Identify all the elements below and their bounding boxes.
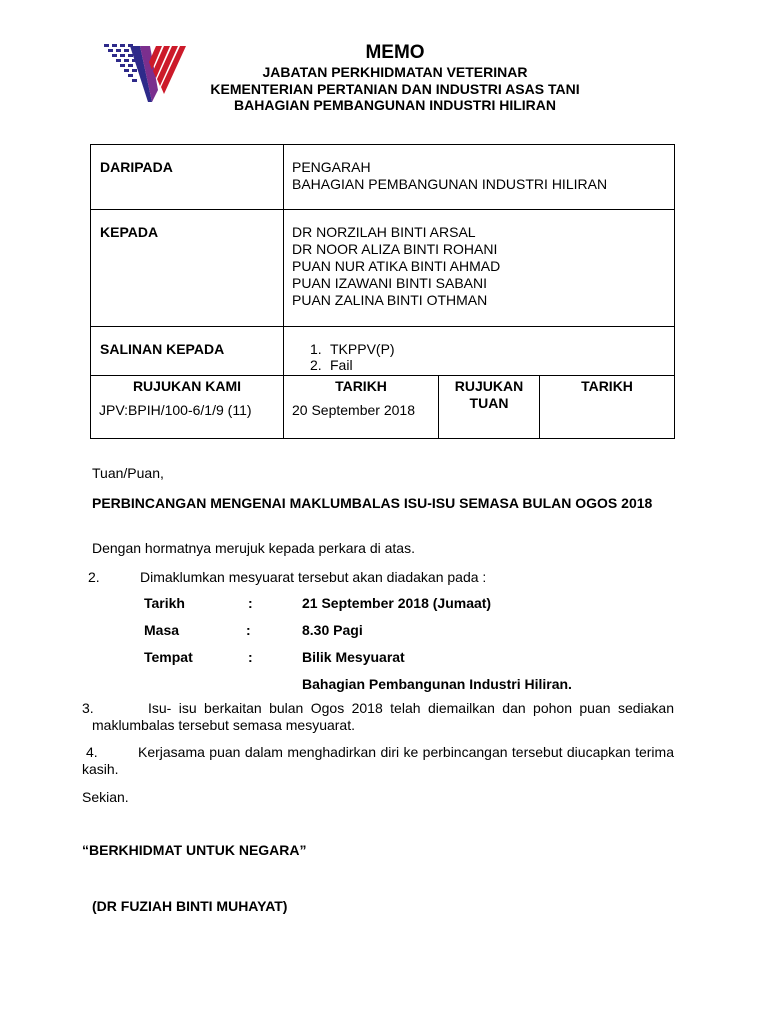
cc-value-cell bbox=[284, 327, 675, 376]
para-2-number: 2. bbox=[88, 569, 100, 585]
meeting-date-label: Tarikh bbox=[144, 595, 185, 611]
meeting-time-label: Masa bbox=[144, 622, 180, 638]
para-3-text: Isu- isu berkaitan bulan Ogos 2018 telah diemailkan dan pohon puan sediakan maklumbalas tersebut semasa mesyuarat. bbox=[92, 700, 674, 733]
from-label: DARIPADA bbox=[100, 159, 173, 175]
date-cell bbox=[284, 376, 439, 439]
from-label-cell bbox=[91, 145, 284, 210]
cc-label: SALINAN KEPADA bbox=[100, 341, 225, 357]
opening-line: Dengan hormatnya merujuk kepada perkara di atas. bbox=[92, 540, 415, 556]
motto: “BERKHIDMAT UNTUK NEGARA” bbox=[82, 842, 307, 858]
salutation: Tuan/Puan, bbox=[92, 465, 164, 481]
date-label: TARIKH bbox=[335, 378, 387, 394]
our-ref-value: JPV:BPIH/100-6/1/9 (11) bbox=[99, 402, 252, 418]
para-4-text: Kerjasama puan dalam menghadirkan diri ke perbincangan tersebut diucapkan terima kasih. bbox=[82, 744, 674, 777]
your-date-cell bbox=[540, 376, 675, 439]
memo-title: MEMO bbox=[365, 42, 425, 63]
recipient-name: PUAN ZALINA BINTI OTHMAN bbox=[292, 292, 488, 308]
para-3-number: 3. bbox=[82, 700, 94, 716]
meeting-time-sep: : bbox=[246, 622, 251, 638]
from-value-cell bbox=[284, 145, 675, 210]
your-ref-cell bbox=[439, 376, 540, 439]
memo-info-table bbox=[90, 144, 675, 439]
cc-row bbox=[91, 327, 675, 376]
recipient-name: DR NORZILAH BINTI ARSAL bbox=[292, 224, 476, 240]
from-value-line: BAHAGIAN PEMBANGUNAN INDUSTRI HILIRAN bbox=[292, 176, 608, 192]
cc-label-cell bbox=[91, 327, 284, 376]
from-value-line: PENGARAH bbox=[292, 159, 371, 175]
to-value-cell bbox=[284, 210, 675, 327]
our-ref-cell bbox=[91, 376, 284, 439]
memo-header bbox=[0, 42, 768, 114]
date-value: 20 September 2018 bbox=[292, 402, 415, 418]
cc-list-item: 1. TKPPV(P) bbox=[310, 341, 395, 357]
your-ref-label: RUJUKAN TUAN bbox=[454, 378, 524, 411]
signatory-name: (DR FUZIAH BINTI MUHAYAT) bbox=[92, 898, 288, 914]
closing: Sekian. bbox=[82, 789, 129, 805]
from-row bbox=[91, 145, 675, 210]
department-name: JABATAN PERKHIDMATAN VETERINAR bbox=[262, 64, 528, 80]
our-ref-label: RUJUKAN KAMI bbox=[132, 378, 242, 394]
reference-row bbox=[91, 376, 675, 439]
recipient-name: PUAN NUR ATIKA BINTI AHMAD bbox=[292, 258, 501, 274]
recipient-name: DR NOOR ALIZA BINTI ROHANI bbox=[292, 241, 498, 257]
meeting-date-value: 21 September 2018 (Jumaat) bbox=[302, 595, 492, 611]
to-label-cell bbox=[91, 210, 284, 327]
meeting-venue-value: Bilik Mesyuarat bbox=[302, 649, 405, 665]
to-label: KEPADA bbox=[100, 224, 159, 240]
para-4-number: 4. bbox=[86, 744, 98, 760]
meeting-venue-label: Tempat bbox=[144, 649, 193, 665]
subject-line: PERBINCANGAN MENGENAI MAKLUMBALAS ISU-ISU SEMASA BULAN OGOS 2018 bbox=[92, 495, 653, 511]
your-date-label: TARIKH bbox=[581, 378, 633, 394]
meeting-time-value: 8.30 Pagi bbox=[302, 622, 363, 638]
cc-list bbox=[284, 327, 674, 373]
meeting-venue-sep: : bbox=[248, 649, 253, 665]
division-name: BAHAGIAN PEMBANGUNAN INDUSTRI HILIRAN bbox=[234, 97, 556, 113]
to-row bbox=[91, 210, 675, 327]
cc-list-item: 2. Fail bbox=[310, 357, 353, 373]
para-2-text: Dimaklumkan mesyuarat tersebut akan diadakan pada : bbox=[140, 569, 487, 585]
ministry-name: KEMENTERIAN PERTANIAN DAN INDUSTRI ASAS TANI bbox=[210, 80, 580, 97]
meeting-venue-line-2: Bahagian Pembangunan Industri Hiliran. bbox=[302, 676, 572, 692]
meeting-date-sep: : bbox=[248, 595, 253, 611]
recipient-name: PUAN IZAWANI BINTI SABANI bbox=[292, 275, 487, 291]
